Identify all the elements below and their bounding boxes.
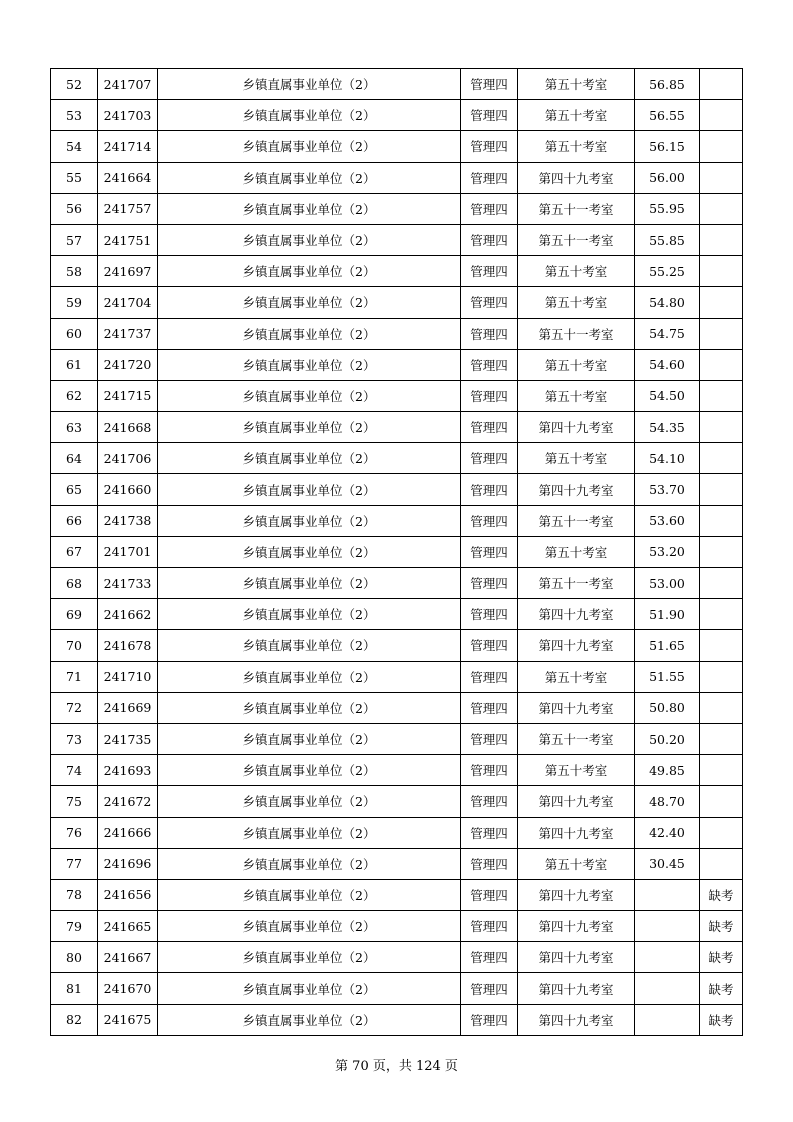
position-cell: 管理四	[461, 723, 518, 754]
score-cell: 51.55	[635, 661, 700, 692]
row-number-cell: 69	[51, 599, 98, 630]
score-cell: 54.75	[635, 318, 700, 349]
unit-cell: 乡镇直属事业单位（2）	[158, 131, 461, 162]
score-cell	[635, 942, 700, 973]
table-row	[51, 224, 743, 255]
exam-room-cell: 第五十考室	[518, 848, 635, 879]
table-row	[51, 536, 743, 567]
table-row	[51, 630, 743, 661]
unit-cell: 乡镇直属事业单位（2）	[158, 224, 461, 255]
row-number-cell: 59	[51, 287, 98, 318]
note-cell	[700, 349, 743, 380]
note-cell	[700, 100, 743, 131]
score-cell: 53.00	[635, 568, 700, 599]
note-cell: 缺考	[700, 911, 743, 942]
exam-room-cell: 第五十一考室	[518, 224, 635, 255]
row-number-cell: 66	[51, 505, 98, 536]
exam-room-cell: 第五十考室	[518, 131, 635, 162]
note-cell	[700, 630, 743, 661]
note-cell	[700, 536, 743, 567]
position-cell: 管理四	[461, 599, 518, 630]
table-row	[51, 786, 743, 817]
row-number-cell: 56	[51, 193, 98, 224]
unit-cell: 乡镇直属事业单位（2）	[158, 755, 461, 786]
table-body	[51, 69, 743, 1036]
score-cell	[635, 911, 700, 942]
row-number-cell: 68	[51, 568, 98, 599]
position-cell: 管理四	[461, 287, 518, 318]
position-cell: 管理四	[461, 817, 518, 848]
note-cell	[700, 287, 743, 318]
row-number-cell: 64	[51, 443, 98, 474]
table-row	[51, 69, 743, 100]
note-cell: 缺考	[700, 879, 743, 910]
unit-cell: 乡镇直属事业单位（2）	[158, 349, 461, 380]
position-cell: 管理四	[461, 349, 518, 380]
table-row	[51, 1004, 743, 1035]
candidate-id-cell: 241737	[98, 318, 158, 349]
unit-cell: 乡镇直属事业单位（2）	[158, 318, 461, 349]
exam-room-cell: 第四十九考室	[518, 1004, 635, 1035]
position-cell: 管理四	[461, 474, 518, 505]
note-cell	[700, 412, 743, 443]
score-cell: 54.50	[635, 380, 700, 411]
note-cell	[700, 443, 743, 474]
unit-cell: 乡镇直属事业单位（2）	[158, 879, 461, 910]
row-number-cell: 52	[51, 69, 98, 100]
candidate-id-cell: 241715	[98, 380, 158, 411]
score-cell: 42.40	[635, 817, 700, 848]
note-cell	[700, 256, 743, 287]
unit-cell: 乡镇直属事业单位（2）	[158, 630, 461, 661]
exam-room-cell: 第五十考室	[518, 100, 635, 131]
unit-cell: 乡镇直属事业单位（2）	[158, 568, 461, 599]
note-cell	[700, 224, 743, 255]
score-cell: 56.55	[635, 100, 700, 131]
candidate-id-cell: 241701	[98, 536, 158, 567]
note-cell	[700, 692, 743, 723]
note-cell	[700, 568, 743, 599]
score-cell: 53.20	[635, 536, 700, 567]
unit-cell: 乡镇直属事业单位（2）	[158, 474, 461, 505]
note-cell	[700, 69, 743, 100]
position-cell: 管理四	[461, 256, 518, 287]
position-cell: 管理四	[461, 630, 518, 661]
candidate-id-cell: 241664	[98, 162, 158, 193]
position-cell: 管理四	[461, 786, 518, 817]
candidate-id-cell: 241733	[98, 568, 158, 599]
candidate-id-cell: 241751	[98, 224, 158, 255]
score-cell: 54.60	[635, 349, 700, 380]
note-cell: 缺考	[700, 1004, 743, 1035]
note-cell	[700, 755, 743, 786]
unit-cell: 乡镇直属事业单位（2）	[158, 723, 461, 754]
row-number-cell: 54	[51, 131, 98, 162]
row-number-cell: 81	[51, 973, 98, 1004]
exam-room-cell: 第五十考室	[518, 755, 635, 786]
note-cell: 缺考	[700, 973, 743, 1004]
row-number-cell: 71	[51, 661, 98, 692]
table-row	[51, 380, 743, 411]
row-number-cell: 65	[51, 474, 98, 505]
unit-cell: 乡镇直属事业单位（2）	[158, 380, 461, 411]
table-row	[51, 287, 743, 318]
unit-cell: 乡镇直属事业单位（2）	[158, 100, 461, 131]
position-cell: 管理四	[461, 443, 518, 474]
table-row	[51, 162, 743, 193]
position-cell: 管理四	[461, 692, 518, 723]
table-row	[51, 474, 743, 505]
row-number-cell: 58	[51, 256, 98, 287]
candidate-id-cell: 241666	[98, 817, 158, 848]
exam-room-cell: 第五十考室	[518, 256, 635, 287]
row-number-cell: 72	[51, 692, 98, 723]
candidate-id-cell: 241678	[98, 630, 158, 661]
table-row	[51, 568, 743, 599]
note-cell	[700, 380, 743, 411]
exam-room-cell: 第五十一考室	[518, 318, 635, 349]
exam-room-cell: 第五十考室	[518, 380, 635, 411]
row-number-cell: 61	[51, 349, 98, 380]
candidate-id-cell: 241665	[98, 911, 158, 942]
exam-room-cell: 第四十九考室	[518, 973, 635, 1004]
score-cell	[635, 1004, 700, 1035]
exam-room-cell: 第五十考室	[518, 536, 635, 567]
table-row	[51, 692, 743, 723]
position-cell: 管理四	[461, 412, 518, 443]
table-row	[51, 256, 743, 287]
note-cell	[700, 162, 743, 193]
note-cell	[700, 193, 743, 224]
score-cell: 54.10	[635, 443, 700, 474]
row-number-cell: 80	[51, 942, 98, 973]
candidate-id-cell: 241675	[98, 1004, 158, 1035]
table-row	[51, 911, 743, 942]
score-cell: 56.85	[635, 69, 700, 100]
score-cell: 54.35	[635, 412, 700, 443]
score-cell: 50.20	[635, 723, 700, 754]
score-cell: 54.80	[635, 287, 700, 318]
table-row	[51, 349, 743, 380]
unit-cell: 乡镇直属事业单位（2）	[158, 505, 461, 536]
candidate-id-cell: 241697	[98, 256, 158, 287]
candidate-id-cell: 241696	[98, 848, 158, 879]
score-cell: 50.80	[635, 692, 700, 723]
exam-room-cell: 第四十九考室	[518, 474, 635, 505]
position-cell: 管理四	[461, 536, 518, 567]
row-number-cell: 70	[51, 630, 98, 661]
exam-room-cell: 第四十九考室	[518, 911, 635, 942]
row-number-cell: 55	[51, 162, 98, 193]
row-number-cell: 53	[51, 100, 98, 131]
score-cell: 55.85	[635, 224, 700, 255]
exam-room-cell: 第五十考室	[518, 661, 635, 692]
row-number-cell: 60	[51, 318, 98, 349]
unit-cell: 乡镇直属事业单位（2）	[158, 69, 461, 100]
unit-cell: 乡镇直属事业单位（2）	[158, 599, 461, 630]
candidate-id-cell: 241714	[98, 131, 158, 162]
candidate-id-cell: 241738	[98, 505, 158, 536]
note-cell	[700, 505, 743, 536]
row-number-cell: 77	[51, 848, 98, 879]
unit-cell: 乡镇直属事业单位（2）	[158, 536, 461, 567]
score-cell: 56.15	[635, 131, 700, 162]
table-row	[51, 942, 743, 973]
table-row	[51, 755, 743, 786]
score-cell: 51.65	[635, 630, 700, 661]
row-number-cell: 63	[51, 412, 98, 443]
exam-room-cell: 第五十一考室	[518, 723, 635, 754]
note-cell	[700, 817, 743, 848]
row-number-cell: 79	[51, 911, 98, 942]
unit-cell: 乡镇直属事业单位（2）	[158, 692, 461, 723]
note-cell	[700, 661, 743, 692]
exam-room-cell: 第四十九考室	[518, 692, 635, 723]
candidate-id-cell: 241662	[98, 599, 158, 630]
position-cell: 管理四	[461, 224, 518, 255]
row-number-cell: 78	[51, 879, 98, 910]
note-cell	[700, 318, 743, 349]
note-cell	[700, 723, 743, 754]
table-row	[51, 599, 743, 630]
position-cell: 管理四	[461, 973, 518, 1004]
exam-room-cell: 第四十九考室	[518, 630, 635, 661]
score-cell: 49.85	[635, 755, 700, 786]
position-cell: 管理四	[461, 879, 518, 910]
position-cell: 管理四	[461, 505, 518, 536]
score-cell: 30.45	[635, 848, 700, 879]
position-cell: 管理四	[461, 1004, 518, 1035]
table-row	[51, 973, 743, 1004]
candidate-id-cell: 241704	[98, 287, 158, 318]
row-number-cell: 82	[51, 1004, 98, 1035]
unit-cell: 乡镇直属事业单位（2）	[158, 661, 461, 692]
unit-cell: 乡镇直属事业单位（2）	[158, 942, 461, 973]
exam-room-cell: 第五十考室	[518, 69, 635, 100]
table-row	[51, 443, 743, 474]
row-number-cell: 67	[51, 536, 98, 567]
exam-room-cell: 第五十一考室	[518, 568, 635, 599]
table-row	[51, 661, 743, 692]
candidate-id-cell: 241693	[98, 755, 158, 786]
candidate-id-cell: 241670	[98, 973, 158, 1004]
table-row	[51, 100, 743, 131]
candidate-id-cell: 241707	[98, 69, 158, 100]
exam-room-cell: 第四十九考室	[518, 412, 635, 443]
unit-cell: 乡镇直属事业单位（2）	[158, 1004, 461, 1035]
unit-cell: 乡镇直属事业单位（2）	[158, 287, 461, 318]
unit-cell: 乡镇直属事业单位（2）	[158, 256, 461, 287]
candidate-id-cell: 241706	[98, 443, 158, 474]
exam-room-cell: 第四十九考室	[518, 599, 635, 630]
row-number-cell: 75	[51, 786, 98, 817]
unit-cell: 乡镇直属事业单位（2）	[158, 412, 461, 443]
table-row	[51, 848, 743, 879]
exam-room-cell: 第五十一考室	[518, 505, 635, 536]
position-cell: 管理四	[461, 848, 518, 879]
row-number-cell: 57	[51, 224, 98, 255]
position-cell: 管理四	[461, 755, 518, 786]
exam-room-cell: 第四十九考室	[518, 879, 635, 910]
unit-cell: 乡镇直属事业单位（2）	[158, 911, 461, 942]
note-cell	[700, 599, 743, 630]
exam-room-cell: 第四十九考室	[518, 942, 635, 973]
table-row	[51, 817, 743, 848]
position-cell: 管理四	[461, 911, 518, 942]
table-row	[51, 505, 743, 536]
exam-room-cell: 第四十九考室	[518, 162, 635, 193]
score-cell	[635, 973, 700, 1004]
table-row	[51, 723, 743, 754]
row-number-cell: 76	[51, 817, 98, 848]
position-cell: 管理四	[461, 162, 518, 193]
score-cell: 53.70	[635, 474, 700, 505]
unit-cell: 乡镇直属事业单位（2）	[158, 443, 461, 474]
candidate-id-cell: 241735	[98, 723, 158, 754]
position-cell: 管理四	[461, 193, 518, 224]
candidate-id-cell: 241669	[98, 692, 158, 723]
unit-cell: 乡镇直属事业单位（2）	[158, 973, 461, 1004]
candidate-id-cell: 241656	[98, 879, 158, 910]
row-number-cell: 62	[51, 380, 98, 411]
unit-cell: 乡镇直属事业单位（2）	[158, 817, 461, 848]
unit-cell: 乡镇直属事业单位（2）	[158, 193, 461, 224]
table-row	[51, 412, 743, 443]
candidate-id-cell: 241660	[98, 474, 158, 505]
score-cell: 48.70	[635, 786, 700, 817]
score-cell: 55.95	[635, 193, 700, 224]
exam-room-cell: 第五十考室	[518, 287, 635, 318]
exam-room-cell: 第五十一考室	[518, 193, 635, 224]
position-cell: 管理四	[461, 69, 518, 100]
position-cell: 管理四	[461, 380, 518, 411]
table-row	[51, 879, 743, 910]
score-cell: 53.60	[635, 505, 700, 536]
position-cell: 管理四	[461, 568, 518, 599]
exam-room-cell: 第五十考室	[518, 349, 635, 380]
note-cell	[700, 848, 743, 879]
candidate-id-cell: 241668	[98, 412, 158, 443]
candidate-id-cell: 241710	[98, 661, 158, 692]
exam-room-cell: 第五十考室	[518, 443, 635, 474]
unit-cell: 乡镇直属事业单位（2）	[158, 848, 461, 879]
position-cell: 管理四	[461, 100, 518, 131]
position-cell: 管理四	[461, 131, 518, 162]
table-row	[51, 318, 743, 349]
candidate-id-cell: 241667	[98, 942, 158, 973]
candidate-id-cell: 241720	[98, 349, 158, 380]
position-cell: 管理四	[461, 942, 518, 973]
note-cell	[700, 786, 743, 817]
position-cell: 管理四	[461, 661, 518, 692]
score-cell	[635, 879, 700, 910]
note-cell: 缺考	[700, 942, 743, 973]
row-number-cell: 73	[51, 723, 98, 754]
score-cell: 51.90	[635, 599, 700, 630]
note-cell	[700, 474, 743, 505]
unit-cell: 乡镇直属事业单位（2）	[158, 786, 461, 817]
table-row	[51, 131, 743, 162]
page-footer: 第 70 页，共 124 页	[335, 1059, 458, 1074]
score-cell: 56.00	[635, 162, 700, 193]
exam-room-cell: 第四十九考室	[518, 786, 635, 817]
candidate-id-cell: 241672	[98, 786, 158, 817]
note-cell	[700, 131, 743, 162]
candidate-id-cell: 241703	[98, 100, 158, 131]
table-row	[51, 193, 743, 224]
unit-cell: 乡镇直属事业单位（2）	[158, 162, 461, 193]
exam-room-cell: 第四十九考室	[518, 817, 635, 848]
position-cell: 管理四	[461, 318, 518, 349]
results-table	[50, 68, 743, 1036]
score-cell: 55.25	[635, 256, 700, 287]
row-number-cell: 74	[51, 755, 98, 786]
candidate-id-cell: 241757	[98, 193, 158, 224]
